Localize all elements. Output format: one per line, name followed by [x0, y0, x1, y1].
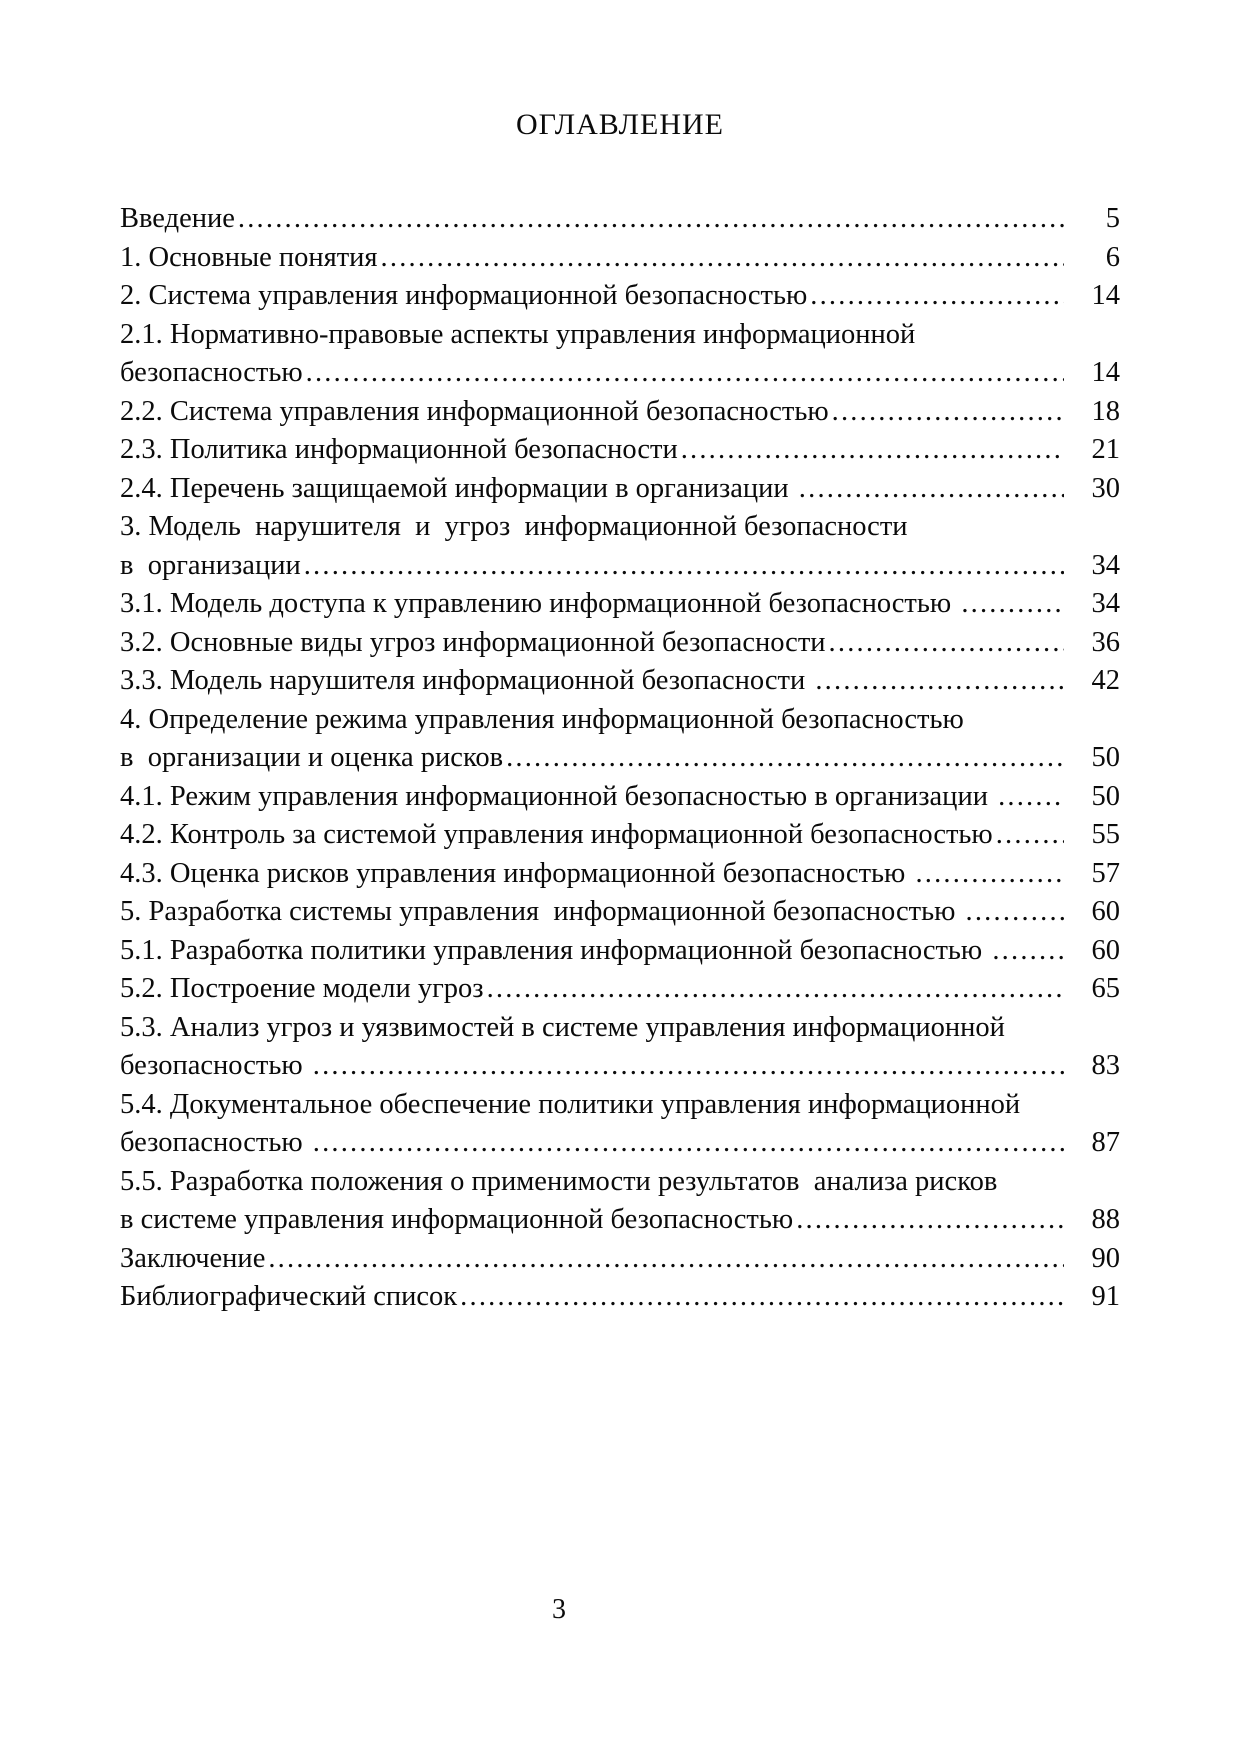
dot-leader [265, 1240, 1064, 1279]
toc-entry-page-number: 5 [1105, 203, 1120, 234]
toc-entry-title: безопасностью [120, 357, 303, 388]
dot-leader [793, 1201, 1064, 1240]
dot-leader [826, 624, 1064, 663]
toc-entry-title: 2. Система управления информационной безопасностью [120, 280, 808, 311]
toc-entry-page-number: 34 [1091, 588, 1120, 619]
toc-entry-title: 5.3. Анализ угроз и уязвимостей в системе управления информационной [120, 1011, 1005, 1043]
toc-entry [120, 739, 1120, 778]
dot-leader [303, 354, 1064, 393]
dot-leader [912, 855, 1064, 894]
toc-entry-page-number: 88 [1091, 1204, 1120, 1235]
dot-leader [301, 547, 1064, 586]
page-number: 3 [552, 1594, 566, 1625]
toc-entry-page-number: 6 [1105, 241, 1120, 273]
toc-entry [120, 662, 1120, 701]
toc-entry [120, 470, 1120, 509]
toc-entry-title: 4.1. Режим управления информационной безопасностью в организации [120, 780, 996, 812]
toc-entry [120, 1278, 1120, 1317]
toc-entry-page-number: 50 [1091, 780, 1120, 812]
toc-entry-title: Библиографический список [120, 1281, 458, 1312]
toc-entry-title: 4. Определение режима управления информационной безопасностью [120, 703, 964, 735]
toc-entry-title: 5. Разработка системы управления информационной безопасностью [120, 896, 963, 927]
toc-entry [120, 855, 1120, 894]
toc-entry [120, 816, 1120, 855]
toc-entry [120, 1163, 1120, 1202]
toc-entry-title: 3.1. Модель доступа к управлению информационной безопасностью [120, 588, 959, 619]
toc-entry-page-number: 14 [1091, 280, 1120, 311]
toc-entry-title: в системе управления информационной безопасностью [120, 1204, 794, 1235]
toc-entry-title: 2.3. Политика информационной безопасности [120, 434, 678, 465]
toc-entry-page-number: 55 [1091, 819, 1120, 850]
dot-leader [378, 239, 1064, 278]
dot-leader [503, 739, 1064, 778]
dot-leader [310, 1047, 1064, 1086]
toc-entry [120, 277, 1120, 316]
dot-leader [807, 277, 1064, 316]
toc-entry-title: в организации и оценка рисков [120, 742, 504, 773]
toc-entry [120, 1009, 1120, 1048]
toc-entry [120, 778, 1120, 817]
dot-leader [958, 585, 1064, 624]
toc-entry-page-number: 90 [1091, 1242, 1120, 1274]
toc-entry-page-number: 50 [1091, 742, 1120, 773]
dot-leader [796, 470, 1064, 509]
toc-entry [120, 932, 1120, 971]
dot-leader [963, 893, 1064, 932]
toc-entry-page-number: 30 [1091, 472, 1120, 504]
toc-entry [120, 200, 1120, 239]
toc-entry [120, 893, 1120, 932]
toc-entry-title: 3.3. Модель нарушителя информационной безопасности [120, 665, 813, 696]
toc-entry [120, 431, 1120, 470]
toc-entry-page-number: 65 [1091, 973, 1120, 1004]
toc-entry-title: Заключение [120, 1242, 266, 1274]
toc-entry-title: Введение [120, 203, 235, 234]
toc-entry-title: 3.2. Основные виды угроз информационной безопасности [120, 626, 826, 658]
toc-entry-page-number: 91 [1091, 1281, 1120, 1312]
toc-entry-page-number: 34 [1091, 549, 1120, 581]
toc-entry [120, 1201, 1120, 1240]
dot-leader [457, 1278, 1064, 1317]
toc-entry-title: 3. Модель нарушителя и угроз информационной безопасности [120, 511, 908, 542]
toc-entry-title: 5.5. Разработка положения о применимости результатов анализа рисков [120, 1165, 998, 1197]
toc-entry-page-number: 14 [1091, 357, 1120, 388]
toc-entry-title: безопасностью [120, 1127, 310, 1158]
dot-leader [310, 1124, 1064, 1163]
dot-leader [235, 200, 1064, 239]
toc-entry [120, 701, 1120, 740]
toc-entry [120, 508, 1120, 547]
toc-entry [120, 316, 1120, 355]
toc-entry-page-number: 60 [1091, 934, 1120, 966]
toc-entry-title: 2.4. Перечень защищаемой информации в организации [120, 472, 796, 504]
dot-leader [829, 393, 1064, 432]
toc-entry-title: 5.4. Документальное обеспечение политики управления информационной [120, 1088, 1021, 1120]
toc-entry [120, 393, 1120, 432]
toc-entry [120, 585, 1120, 624]
table-of-contents [120, 200, 1120, 1317]
toc-entry-page-number: 42 [1091, 665, 1120, 696]
toc-entry [120, 354, 1120, 393]
page-title: ОГЛАВЛЕНИЕ [516, 108, 724, 141]
toc-entry-page-number: 18 [1091, 395, 1120, 427]
toc-entry [120, 1047, 1120, 1086]
toc-entry-title: 4.3. Оценка рисков управления информационной безопасностью [120, 857, 913, 889]
dot-leader [989, 932, 1064, 971]
toc-entry-page-number: 36 [1091, 626, 1120, 658]
toc-entry [120, 624, 1120, 663]
dot-leader [678, 431, 1064, 470]
toc-entry-title: безопасностью [120, 1050, 310, 1081]
toc-entry [120, 1124, 1120, 1163]
toc-entry-page-number: 60 [1091, 896, 1120, 927]
toc-entry-title: 2.1. Нормативно-правовые аспекты управления информационной [120, 318, 916, 350]
toc-entry [120, 1240, 1120, 1279]
toc-entry-title: 2.2. Система управления информационной безопасностью [120, 395, 829, 427]
toc-entry-title: 4.2. Контроль за системой управления информационной безопасностью [120, 819, 993, 850]
toc-entry [120, 1086, 1120, 1125]
dot-leader [484, 970, 1064, 1009]
toc-entry [120, 239, 1120, 278]
toc-entry-page-number: 87 [1091, 1127, 1120, 1158]
toc-entry-title: 1. Основные понятия [120, 241, 378, 273]
dot-leader [993, 816, 1064, 855]
dot-leader [812, 662, 1064, 701]
toc-entry-title: в организации [120, 549, 301, 581]
toc-entry [120, 970, 1120, 1009]
toc-entry-page-number: 83 [1091, 1050, 1120, 1081]
toc-entry-title: 5.2. Построение модели угроз [120, 973, 484, 1004]
dot-leader [995, 778, 1064, 817]
toc-entry-title: 5.1. Разработка политики управления информационной безопасностью [120, 934, 990, 966]
toc-entry-page-number: 57 [1091, 857, 1120, 889]
toc-entry [120, 547, 1120, 586]
toc-entry-page-number: 21 [1091, 434, 1120, 465]
